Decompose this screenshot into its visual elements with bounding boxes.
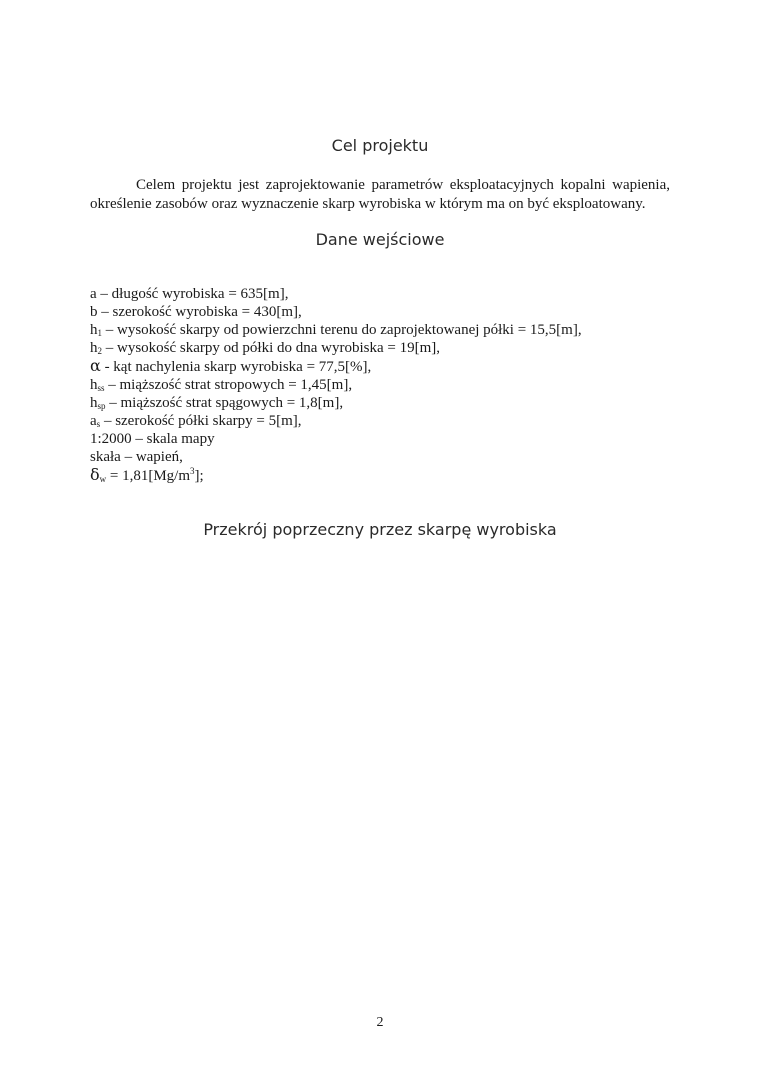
param-a: [90, 285, 582, 303]
param-a-text: – długość wyrobiska = 635[m],: [96, 286, 289, 302]
param-alpha: [90, 357, 582, 376]
param-hss: [90, 376, 582, 394]
param-b-text: – szerokość wyrobiska = 430[m],: [97, 304, 302, 320]
param-hsp-subscript: sp: [97, 401, 106, 411]
param-h2-symbol: h: [90, 340, 98, 356]
param-rock: [90, 448, 582, 466]
param-density-superscript: 3: [190, 466, 195, 476]
param-as-text: – szerokość półki skarpy = 5[m],: [100, 413, 302, 429]
param-density-text-after: ];: [194, 468, 204, 484]
param-scale-text: 1:2000 – skala mapy: [90, 431, 215, 447]
param-hss-subscript: ss: [97, 383, 105, 393]
param-as: [90, 412, 582, 430]
param-h2-subscript: 2: [97, 346, 102, 356]
param-alpha-symbol: α: [90, 356, 101, 375]
heading-dane-wejsciowe: Dane wejściowe: [315, 230, 445, 249]
param-rock-text: skała – wapień,: [90, 449, 183, 465]
param-hsp-text: – miąższość strat spągowych = 1,8[m],: [105, 395, 344, 411]
page-number: 2: [376, 1015, 384, 1030]
param-hsp: [90, 394, 582, 412]
param-hss-text: – miąższość strat stropowych = 1,45[m],: [104, 377, 353, 393]
param-scale: [90, 430, 582, 448]
param-density-text-before: = 1,81[Mg/m: [106, 468, 191, 484]
param-a-symbol: a: [90, 286, 97, 302]
param-as-symbol: a: [90, 413, 97, 429]
param-h1: [90, 321, 582, 339]
param-b: [90, 303, 582, 321]
heading-cel-projektu: Cel projektu: [331, 136, 429, 155]
param-alpha-text: - kąt nachylenia skarp wyrobiska = 77,5[%],: [100, 359, 372, 375]
param-density-symbol: δ: [90, 465, 100, 484]
project-goal-paragraph: Celem projektu jest zaprojektowanie parametrów eksploatacyjnych kopalni wapienia, określenie zasobów oraz wyznaczenie skarp wyrobiska w którym ma on być eksploatowany.: [90, 177, 670, 212]
param-hsp-symbol: h: [90, 395, 98, 411]
param-h2: [90, 339, 582, 357]
param-density-subscript: w: [99, 474, 107, 484]
param-h2-text: – wysokość skarpy od półki do dna wyrobiska = 19[m],: [102, 340, 441, 356]
param-hss-symbol: h: [90, 377, 98, 393]
input-parameters-list: [90, 285, 582, 485]
param-b-symbol: b: [90, 304, 98, 320]
param-h1-subscript: 1: [97, 328, 102, 338]
param-density: [90, 466, 582, 485]
param-as-subscript: s: [96, 419, 101, 429]
heading-przekroj-poprzeczny: Przekrój poprzeczny przez skarpę wyrobiska: [203, 520, 557, 539]
param-h1-text: – wysokość skarpy od powierzchni terenu do zaprojektowanej półki = 15,5[m],: [102, 322, 582, 338]
param-h1-symbol: h: [90, 322, 98, 338]
